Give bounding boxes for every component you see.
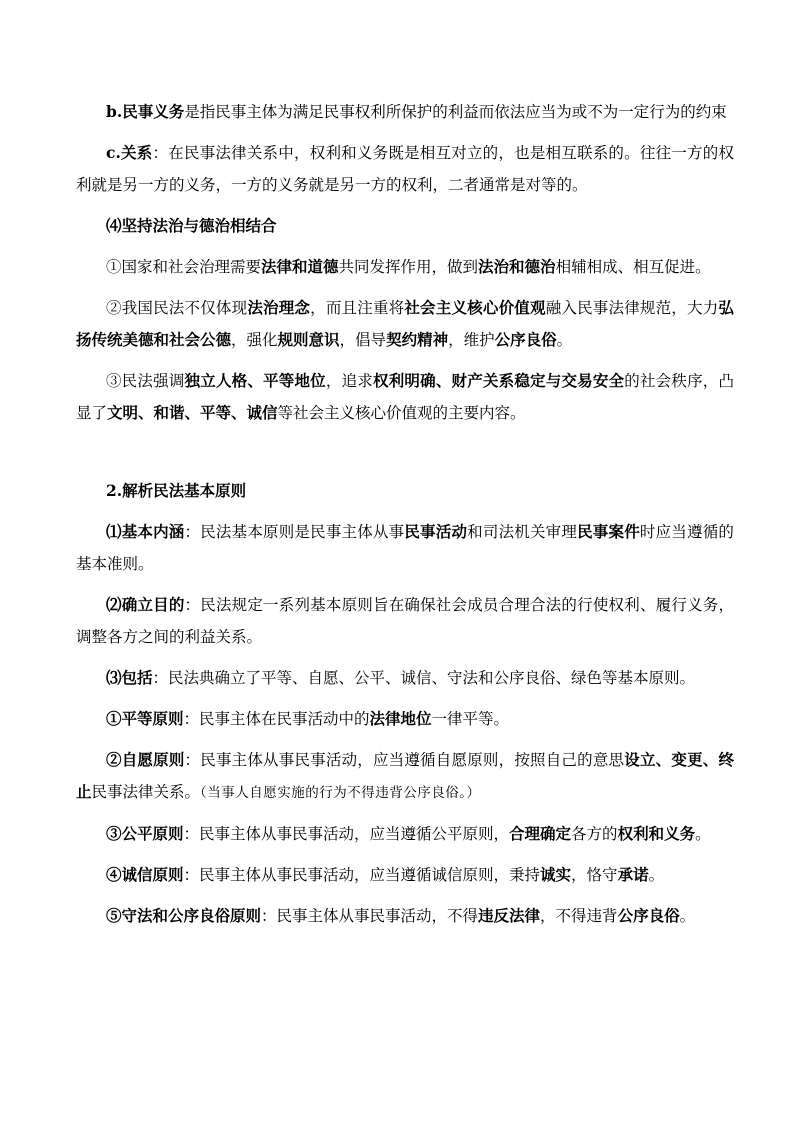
bold-text: 法治和德治: [478, 257, 556, 276]
bold-text: ⑤守法和公序良俗原则: [106, 906, 262, 925]
bold-text: ③公平原则: [106, 824, 184, 843]
bold-text: ⑵确立目的: [106, 595, 185, 614]
bold-text: 2.解析民法基本原则: [106, 481, 247, 500]
bold-text: 公序良俗: [617, 906, 680, 925]
text: 共同发挥作用，做到: [338, 258, 479, 276]
text: 的社会秩序，凸显了: [76, 372, 734, 422]
bold-text: 权利和义务: [617, 824, 696, 843]
bold-text: 合理确定: [509, 824, 572, 843]
text: 和司法机关审理: [467, 523, 578, 541]
bold-text: c.关系: [106, 143, 153, 162]
bold-text: 社会主义核心价值观: [404, 298, 546, 317]
bold-text: b.民事义务: [106, 102, 185, 121]
text: 。: [648, 866, 665, 884]
bold-text: 设立、变更、终止: [76, 750, 734, 801]
text: ②我国民法不仅体现: [106, 299, 248, 317]
paragraph: [76, 900, 734, 932]
text: ：民事主体从事民事活动，应当遵循公平原则，: [183, 825, 510, 843]
paragraph: [76, 744, 734, 809]
bold-text: 诚实: [540, 865, 572, 884]
document-body: [76, 96, 734, 932]
text: ，恪守: [571, 866, 618, 884]
bold-text: ⑴基本内涵: [106, 522, 185, 541]
text: ，强化: [231, 331, 278, 349]
text: 相辅相成、相互促进。: [555, 258, 711, 276]
bold-text: 弘扬传统美德和社会公德: [76, 298, 734, 349]
text: ，倡导: [339, 331, 387, 349]
bold-text: 文明、和谐、平等、诚信: [107, 403, 278, 422]
text: ：民事主体在民事活动中的: [183, 710, 370, 728]
paragraph: [76, 365, 734, 429]
text: 民事法律关系。: [91, 783, 201, 801]
text: ①国家和社会治理需要: [106, 258, 262, 276]
bold-text: 公序良俗: [494, 330, 557, 349]
text: ：民法规定一系列基本原则旨在确保社会成员合理合法的行使权利、履行义务，调整各方之间的利益关系。: [76, 596, 734, 646]
paragraph: [76, 96, 734, 128]
bold-text: ①平等原则: [106, 709, 184, 728]
paragraph: [76, 859, 734, 891]
note-text: （当事人自愿实施的行为不得违背公序良俗。）: [200, 785, 481, 801]
text: 等社会主义核心价值观的主要内容。: [277, 404, 526, 422]
text: 融入民事法律规范，大力: [545, 299, 719, 317]
text: ，维护: [448, 331, 495, 349]
text: ：民法典确立了平等、自愿、公平、诚信、守法和公序良俗、绿色等基本原则。: [152, 669, 696, 687]
paragraph: [76, 475, 734, 507]
text: 。: [695, 825, 711, 843]
bold-text: ⑶包括: [106, 668, 153, 687]
text: ，不得违背: [540, 907, 618, 925]
text: ：民事主体从事民事活动，应当遵循自愿原则，按照自己的意思: [184, 751, 625, 769]
bold-text: 规则意识: [277, 330, 340, 349]
bold-text: 违反法律: [478, 906, 541, 925]
text: 。: [556, 331, 573, 349]
text: 。: [679, 907, 696, 925]
text: 是指民事主体为满足民事权利所保护的利益而依法应当为或不为一定行为的约束: [184, 103, 727, 121]
paragraph: [76, 703, 734, 735]
bold-text: 法律地位: [369, 709, 432, 728]
bold-text: 法治理念: [247, 298, 311, 317]
paragraph: [76, 818, 734, 850]
paragraph: [76, 210, 734, 242]
paragraph: [76, 662, 734, 694]
text: 一律平等。: [431, 710, 510, 728]
bold-text: 承诺: [617, 865, 649, 884]
paragraph: [76, 137, 734, 201]
bold-text: ⑷坚持法治与德治相结合: [106, 216, 277, 235]
text: ③民法强调: [106, 372, 185, 390]
bold-text: 民事活动: [404, 522, 468, 541]
bold-text: 法律和道德: [261, 257, 339, 276]
text: 各方的: [571, 825, 618, 843]
text: ，而且注重将: [310, 299, 405, 317]
text: ：民事主体从事民事活动，应当遵循诚信原则，秉持: [183, 866, 541, 884]
bold-text: 权利明确、财产关系稳定与交易安全: [373, 371, 625, 390]
bold-text: ④诚信原则: [106, 865, 184, 884]
paragraph: [76, 516, 734, 580]
bold-text: ②自愿原则: [106, 750, 185, 769]
bold-text: 民事案件: [577, 522, 640, 541]
text: ：民事主体从事民事活动，不得: [261, 907, 479, 925]
text: 时应当遵循的基本准则。: [76, 523, 734, 573]
bold-text: 契约精神: [386, 330, 449, 349]
bold-text: 独立人格、平等地位: [184, 371, 326, 390]
text: ，追求: [325, 372, 373, 390]
text: ：民法基本原则是民事主体从事: [184, 523, 405, 541]
paragraph: [76, 292, 734, 356]
text: ：在民事法律关系中，权利和义务既是相互对立的，也是相互联系的。往往一方的权利就是另一方的义务，一方的义务就是另一方的权利，二者通常是对等的。: [76, 144, 734, 194]
paragraph: [76, 251, 734, 283]
paragraph: [76, 589, 734, 653]
